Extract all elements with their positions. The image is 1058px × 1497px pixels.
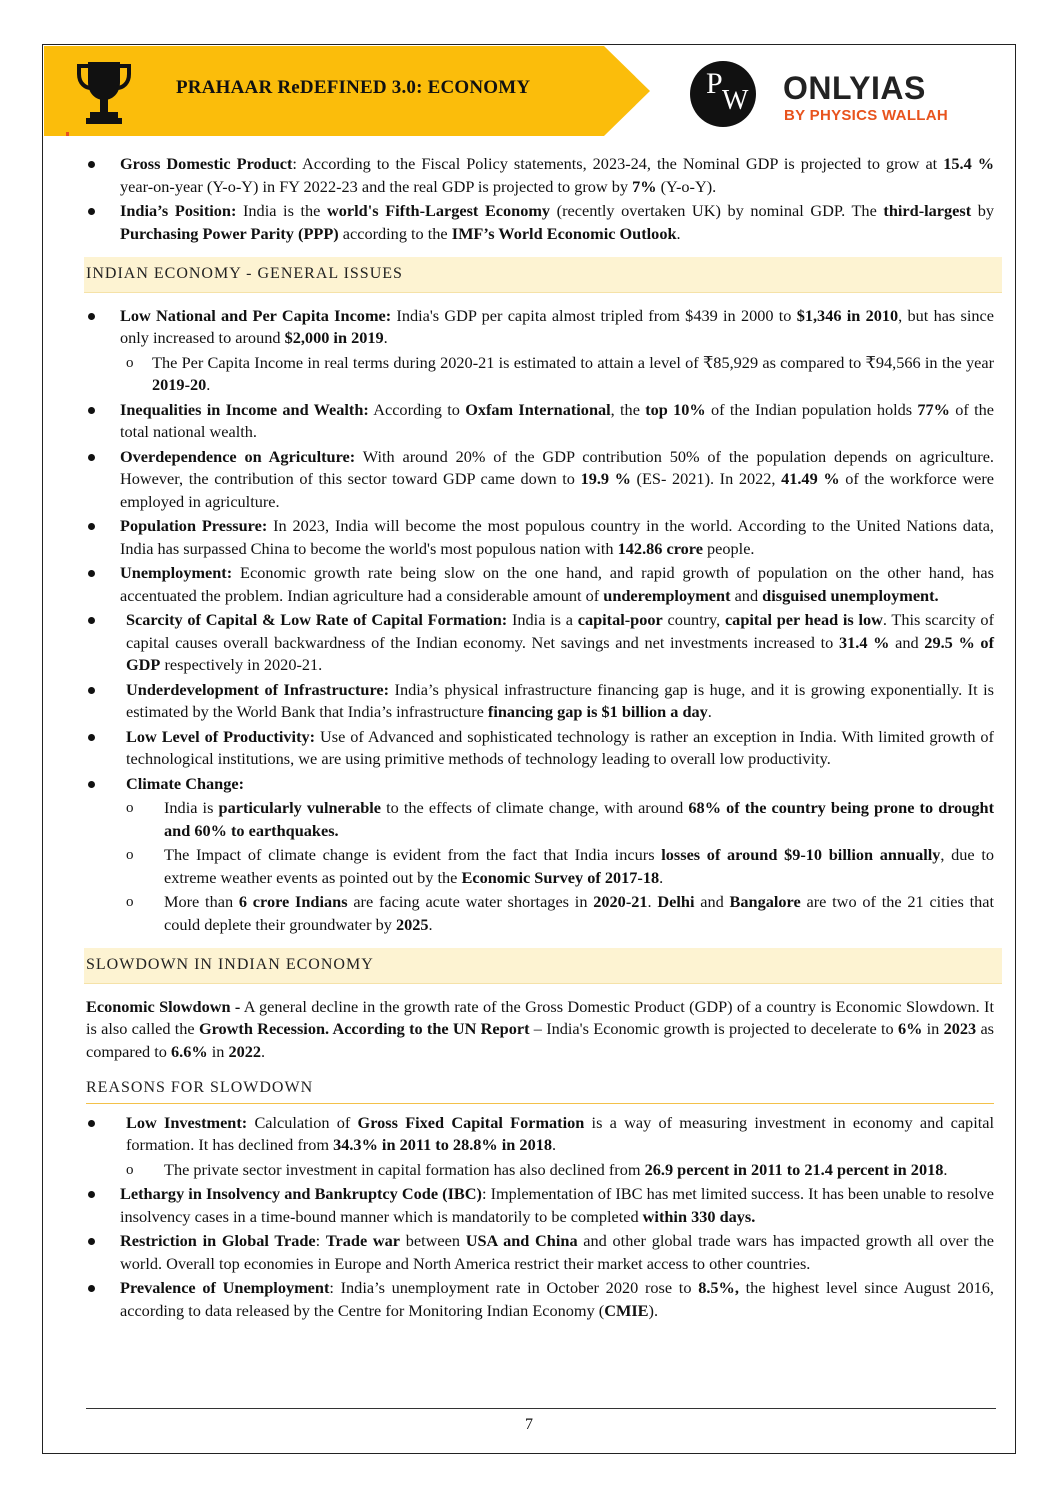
body-text: and [730, 585, 763, 605]
body-text: : According to the Fiscal Policy statements, 2023-24, the Nominal GDP is projected to grow at [292, 154, 944, 173]
body-text: The Per Capita Income in real terms during 2020-21 is estimated to attain a level of ₹85,929 as compared to ₹94,566 in the year [152, 352, 994, 372]
bold-text: 68% of the country being prone to drought and 60% to earthquakes. [164, 798, 994, 840]
bold-text: world's Fifth-Largest Economy [327, 201, 551, 220]
circle-bullet-icon: o [126, 800, 134, 816]
bold-text: particularly vulnerable [218, 798, 382, 817]
bold-text: 34.3% in 2011 to 28.8% in 2018 [333, 1135, 552, 1154]
subsection-heading: REASONS FOR SLOWDOWN [86, 1077, 994, 1104]
list-item [86, 305, 994, 350]
body-text: (Y-o-Y). [656, 176, 717, 196]
bold-text: Gross Fixed Capital Formation [357, 1112, 585, 1132]
bold-text: 142.86 crore [617, 538, 703, 558]
brand-name: ONLYIAS [783, 70, 926, 106]
body-text: Economic growth rate being slow on the one hand, and rapid growth of population on the other hand, has accentuated the problem. Indian agriculture had a considerable amount of [120, 563, 994, 605]
body-text: ). [648, 1300, 659, 1320]
body-text: , due to extreme weather events as pointed out by the [164, 845, 994, 887]
body-text: . [428, 914, 433, 934]
bold-text: USA and China [465, 1231, 578, 1250]
bold-text: Inequalities in Income and Wealth: [120, 399, 369, 419]
bold-text: 6% [897, 1019, 923, 1038]
bold-text: Delhi [657, 892, 695, 911]
sub-list-item [86, 844, 994, 889]
body-text: India’s physical infrastructure financing gap is huge, and it is growing exponentially. It is estimated by the World Bank that India’s infrastructure [126, 679, 994, 721]
bold-text: 2019-20 [152, 375, 207, 394]
sub-list-item [86, 891, 994, 936]
list-item [86, 773, 994, 796]
body-text: (ES- 2021). In 2022, [630, 469, 782, 488]
list-item [86, 1230, 994, 1275]
bold-text: Gross Domestic Product [120, 154, 293, 173]
section-heading: INDIAN ECONOMY - GENERAL ISSUES [84, 257, 1002, 293]
sub-list-item [86, 797, 994, 842]
bold-text: financing gap is $1 billion a day [487, 702, 708, 721]
body-text: Calculation of [247, 1112, 358, 1132]
bold-text: losses of around $9-10 billion annually [661, 845, 941, 864]
bold-text: Unemployment: [120, 563, 233, 582]
body-text: India is the [236, 201, 328, 220]
pw-logo-p: P [706, 67, 723, 100]
body-text: In 2023, India will become the most populous country in the world. According to the United Nations data, India has surpassed China to become the world's most populous nation with [120, 516, 994, 558]
slowdown-paragraph [86, 996, 994, 1064]
body-text: : India’s unemployment rate in October 2020 rose to [329, 1278, 699, 1297]
bold-text: Low Investment: [126, 1112, 248, 1132]
body-text: year-on-year (Y-o-Y) in FY 2022-23 and the real GDP is projected to grow by [120, 176, 633, 196]
bold-text: 19.9 % [580, 469, 631, 488]
footer-divider [86, 1408, 996, 1409]
bold-text: Purchasing Power Parity (PPP) [120, 223, 339, 243]
body-text: : Implementation of IBC has met limited success. It has been unable to resolve insolvency cases in a time-bound manner which is mandatorily to be completed [120, 1184, 994, 1226]
list-item [86, 153, 994, 198]
body-text: between [400, 1231, 466, 1250]
body-text: . [383, 328, 388, 347]
bold-text: 2022 [228, 1041, 262, 1061]
bold-text: 8.5%, [698, 1278, 739, 1297]
body-text: The Impact of climate change is evident from the fact that India incurs [164, 845, 662, 864]
body-text: by [971, 201, 995, 220]
body-text: to the effects of climate change, with around [381, 798, 689, 817]
intro-list [86, 153, 994, 245]
bold-text: within 330 days. [642, 1206, 756, 1226]
section-heading: SLOWDOWN IN INDIAN ECONOMY [84, 948, 1002, 984]
body-text: , but has since only increased to around [120, 305, 994, 347]
list-item [86, 446, 994, 514]
bold-text: IMF’s World Economic Outlook [451, 223, 677, 243]
bold-text: Economic Slowdown - [86, 996, 241, 1016]
pw-logo-w: W [722, 85, 749, 116]
body-text: according to the [338, 223, 452, 243]
list-item [86, 679, 994, 724]
body-text: , the [610, 399, 646, 419]
bold-text: Scarcity of Capital & Low Rate of Capital Formation: [126, 610, 508, 629]
body-text: as compared to [86, 1019, 995, 1061]
bold-text: Population Pressure: [120, 516, 268, 535]
body-text: . [552, 1135, 557, 1154]
bold-text: 41.49 % [781, 469, 840, 488]
page-title: PRAHAAR ReDEFINED 3.0: ECONOMY [176, 77, 531, 98]
banner-accent [66, 132, 69, 136]
body-text: . [206, 375, 211, 394]
body-text: . This scarcity of capital causes overall backwardness of the Indian economy. Net savings and net investments increased to [126, 610, 994, 652]
bold-text: 2025 [395, 914, 429, 934]
list-item [86, 609, 994, 677]
body-text: in [922, 1019, 944, 1038]
body-text: of the workforce were employed in agriculture. [120, 469, 995, 511]
body-text: and other global trade wars has impacted growth all over the world. Overall top economies in Europe and North America restrict their market access to other countries. [120, 1231, 994, 1273]
body-text: people. [702, 538, 755, 558]
bold-text: underemployment [603, 585, 731, 605]
bold-text: 7% [632, 176, 657, 196]
list-item [86, 515, 994, 560]
list-item [86, 1183, 994, 1228]
bold-text: Oxfam International [465, 399, 611, 419]
circle-bullet-icon: o [126, 354, 134, 371]
body-text: . [659, 867, 664, 887]
body-text: are facing acute water shortages in [347, 892, 594, 911]
pw-logo [690, 61, 756, 127]
body-text: According to [368, 399, 466, 419]
bold-text: 15.4 % [943, 154, 995, 173]
body-text: . [676, 223, 681, 243]
circle-bullet-icon: o [126, 894, 134, 910]
bold-text: CMIE [604, 1300, 649, 1320]
bold-text: 2023 [943, 1019, 977, 1038]
sub-list-item [86, 352, 994, 397]
body-text: respectively in 2020-21. [160, 655, 323, 674]
bold-text: Trade war [325, 1231, 401, 1250]
list-item [86, 562, 994, 607]
bold-text: Underdevelopment of Infrastructure: [126, 679, 390, 699]
body-text: More than [164, 892, 239, 911]
body-text: and [889, 632, 925, 652]
sub-list-item [86, 1159, 994, 1182]
bold-text: India’s Position: [120, 201, 237, 220]
bold-text: $2,000 in 2019 [284, 328, 384, 347]
body-text: of the Indian population holds [705, 399, 918, 419]
body-text: and [694, 892, 730, 911]
body-text: With around 20% of the GDP contribution 50% of the population depends on agriculture. However, the contribution of this sector toward GDP came down to [120, 446, 994, 488]
circle-bullet-icon: o [126, 847, 134, 863]
trophy-icon [76, 60, 132, 126]
bold-text: 2020-21 [593, 892, 648, 911]
slowdown-reasons-list [86, 1112, 994, 1323]
body-text: A general decline in the growth rate of the Gross Domestic Product (GDP) of a country is Economic Slowdown. It is also called the [86, 996, 994, 1038]
body-text: country, [662, 610, 725, 629]
bold-text: Low Level of Productivity: [126, 726, 316, 746]
body-text: the highest level since August 2016, according to data released by the Centre for Monitoring Indian Economy ( [120, 1278, 994, 1320]
body-text: The private sector investment in capital formation has also declined from [164, 1159, 645, 1179]
bold-text: Prevalence of Unemployment [120, 1278, 330, 1297]
bold-text: Bangalore [729, 892, 801, 911]
bold-text: third-largest [883, 201, 972, 220]
body-text: . [647, 892, 658, 911]
body-text: Use of Advanced and sophisticated technology is rather an exception in India. With limited growth of technological institutions, we are using primitive methods of technology leading to overall low productivity. [126, 726, 994, 768]
header-banner-arrow [604, 46, 650, 136]
body-text: – India's Economic growth is projected to decelerate to [529, 1019, 898, 1038]
bold-text: Restriction in Global Trade [120, 1231, 316, 1250]
body-text: . [261, 1041, 266, 1061]
body-text: : [315, 1231, 326, 1250]
list-item [86, 726, 994, 771]
bold-text: top 10% [645, 399, 706, 419]
bold-text: 6.6% [171, 1041, 208, 1061]
bold-text: Lethargy in Insolvency and Bankruptcy Code (IBC) [120, 1184, 482, 1203]
bold-text: 26.9 percent in 2011 to 21.4 percent in 2018 [644, 1159, 944, 1179]
bold-text: Low National and Per Capita Income: [120, 305, 392, 325]
bold-text: capital per head is low [724, 610, 883, 629]
bold-text: Overdependence on Agriculture: [120, 446, 356, 466]
list-item [86, 1277, 994, 1322]
general-issues-list [86, 305, 994, 937]
bold-text: Economic Survey of 2017-18 [461, 867, 660, 887]
body-text: India's GDP per capita almost tripled from $439 in 2000 to [391, 305, 797, 325]
body-text: . [707, 702, 712, 721]
circle-bullet-icon: o [126, 1161, 134, 1178]
list-item [86, 1112, 994, 1157]
bold-text: Growth Recession. According to the UN Report [198, 1019, 530, 1038]
body-text: in [207, 1041, 229, 1061]
bold-text: 77% [917, 399, 950, 419]
body-text: India is a [507, 610, 578, 629]
body-text: are two of the 21 cities that could deplete their groundwater by [164, 892, 995, 934]
body-text: (recently overtaken UK) by nominal GDP. The [550, 201, 884, 220]
list-item [86, 200, 994, 245]
bold-text: 31.4 % [838, 632, 890, 652]
body-text: . [943, 1159, 948, 1179]
brand-subtitle: BY PHYSICS WALLAH [784, 107, 949, 124]
bold-text: $1,346 in 2010 [796, 305, 899, 325]
page-number: 7 [525, 1416, 533, 1433]
bold-text: 29.5 % of GDP [126, 632, 994, 674]
body-text: of the total national wealth. [120, 399, 994, 441]
bold-text: 6 crore Indians [238, 892, 348, 911]
body-text: India is [164, 798, 219, 817]
bold-text: disguised unemployment. [762, 585, 939, 605]
document-body [86, 153, 994, 1324]
list-item [86, 399, 994, 444]
bold-text: capital-poor [577, 610, 663, 629]
body-text: is a way of measuring investment in economy and capital formation. It has declined from [126, 1112, 994, 1154]
bold-text: Climate Change: [126, 773, 245, 793]
